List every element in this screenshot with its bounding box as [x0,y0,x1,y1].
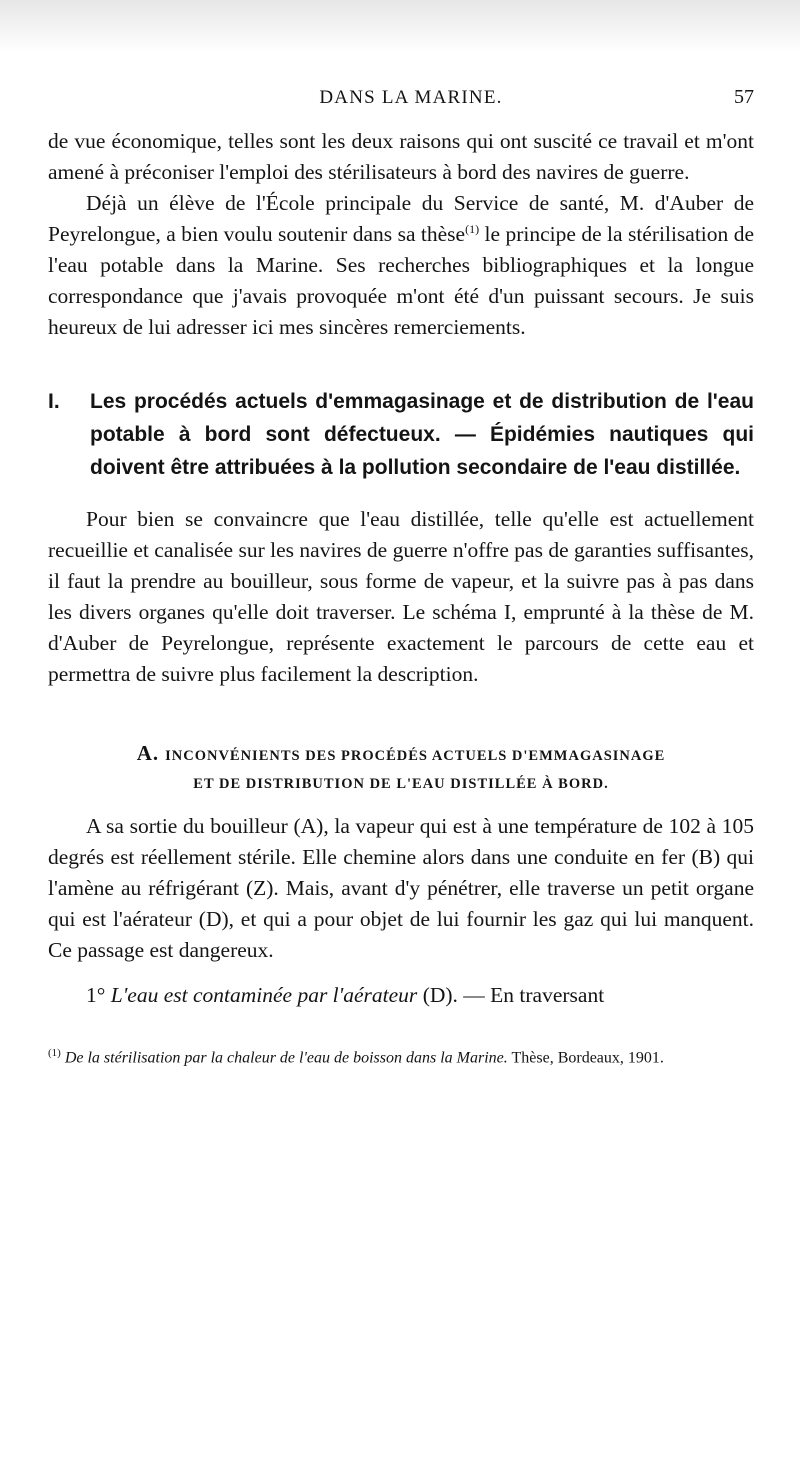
point-title: L'eau est contaminée par l'aérateur [110,983,418,1007]
footnote-source: Thèse, Bordeaux, 1901. [511,1049,664,1067]
section-number: I. [48,390,60,413]
paragraph-continuation: de vue économique, telles sont les deux raisons qui ont suscité ce travail et m'ont amené à préconiser l'emploi des stérilisateurs à bord des navires de guerre. [48,129,754,184]
ack-text-end: le principe de la stérilisation de l'eau potable dans la Marine. Ses recherches bibliographiques et la longue correspondance que j'avais provoquée m'ont été d'un puissant secours. Je suis heureux de lui adresser ici mes sincères remerciements. [48,222,754,339]
footnote-title: De la stérilisation par la chaleur de l'eau de boisson dans la Marine. [64,1049,508,1067]
subsection-title-line1: INCONVÉNIENTS DES PROCÉDÉS ACTUELS D'EMMAGASINAGE [165,748,666,764]
footnote-ref: (1) [465,221,480,236]
footnote-mark: (1) [48,1047,61,1059]
page-number: 57 [734,86,754,108]
subsection-letter: A. [136,741,160,765]
subsection-heading-a [48,738,754,771]
ack-text-start: Déjà un élève de l'École principale du Service de santé, M. d'Auber de Peyrelongue, a bien voulu soutenir dans sa thèse [48,191,754,246]
section-title: Les procédés actuels d'emmagasinage et de distribution de l'eau potable à bord sont défectueux. — Épidémies nautiques qui doivent être attribuées à la pollution secondaire de l'eau distillée. [90,390,754,479]
running-header [48,86,754,126]
footnote [48,1041,754,1070]
section-heading-i [48,385,754,484]
book-page [48,86,754,1458]
section-a-body: A sa sortie du bouilleur (A), la vapeur qui est à une température de 102 à 105 degrés est réellement stérile. Elle chemine alors dans une conduite en fer (B) qui l'amène au réfrigérant (Z). Mais, avant d'y pénétrer, elle traverse un petit organe qui est l'aérateur (D), et qui a pour objet de lui fournir les gaz qui lui manquent. Ce passage est dangereux. [48,814,754,962]
point-number: 1° [86,983,106,1007]
point-text: (D). — En traversant [417,983,605,1007]
point-1 [48,980,754,1011]
running-title: DANS LA MARINE. [319,87,503,108]
subsection-title-line2: ET DE DISTRIBUTION DE L'EAU DISTILLÉE À BORD. [193,776,609,792]
scan-shading [0,0,800,52]
section-i-body: Pour bien se convaincre que l'eau distillée, telle qu'elle est actuellement recueillie et canalisée sur les navires de guerre n'offre pas de garanties suffisantes, il faut la prendre au bouilleur, sous forme de vapeur, et la suivre pas à pas dans les divers organes qu'elle doit traverser. Le schéma I, emprunté à la thèse de M. d'Auber de Peyrelongue, représente exactement le parcours de cette eau et permettra de suivre plus facilement la description. [48,507,754,686]
paragraph-acknowledgement [48,188,754,343]
